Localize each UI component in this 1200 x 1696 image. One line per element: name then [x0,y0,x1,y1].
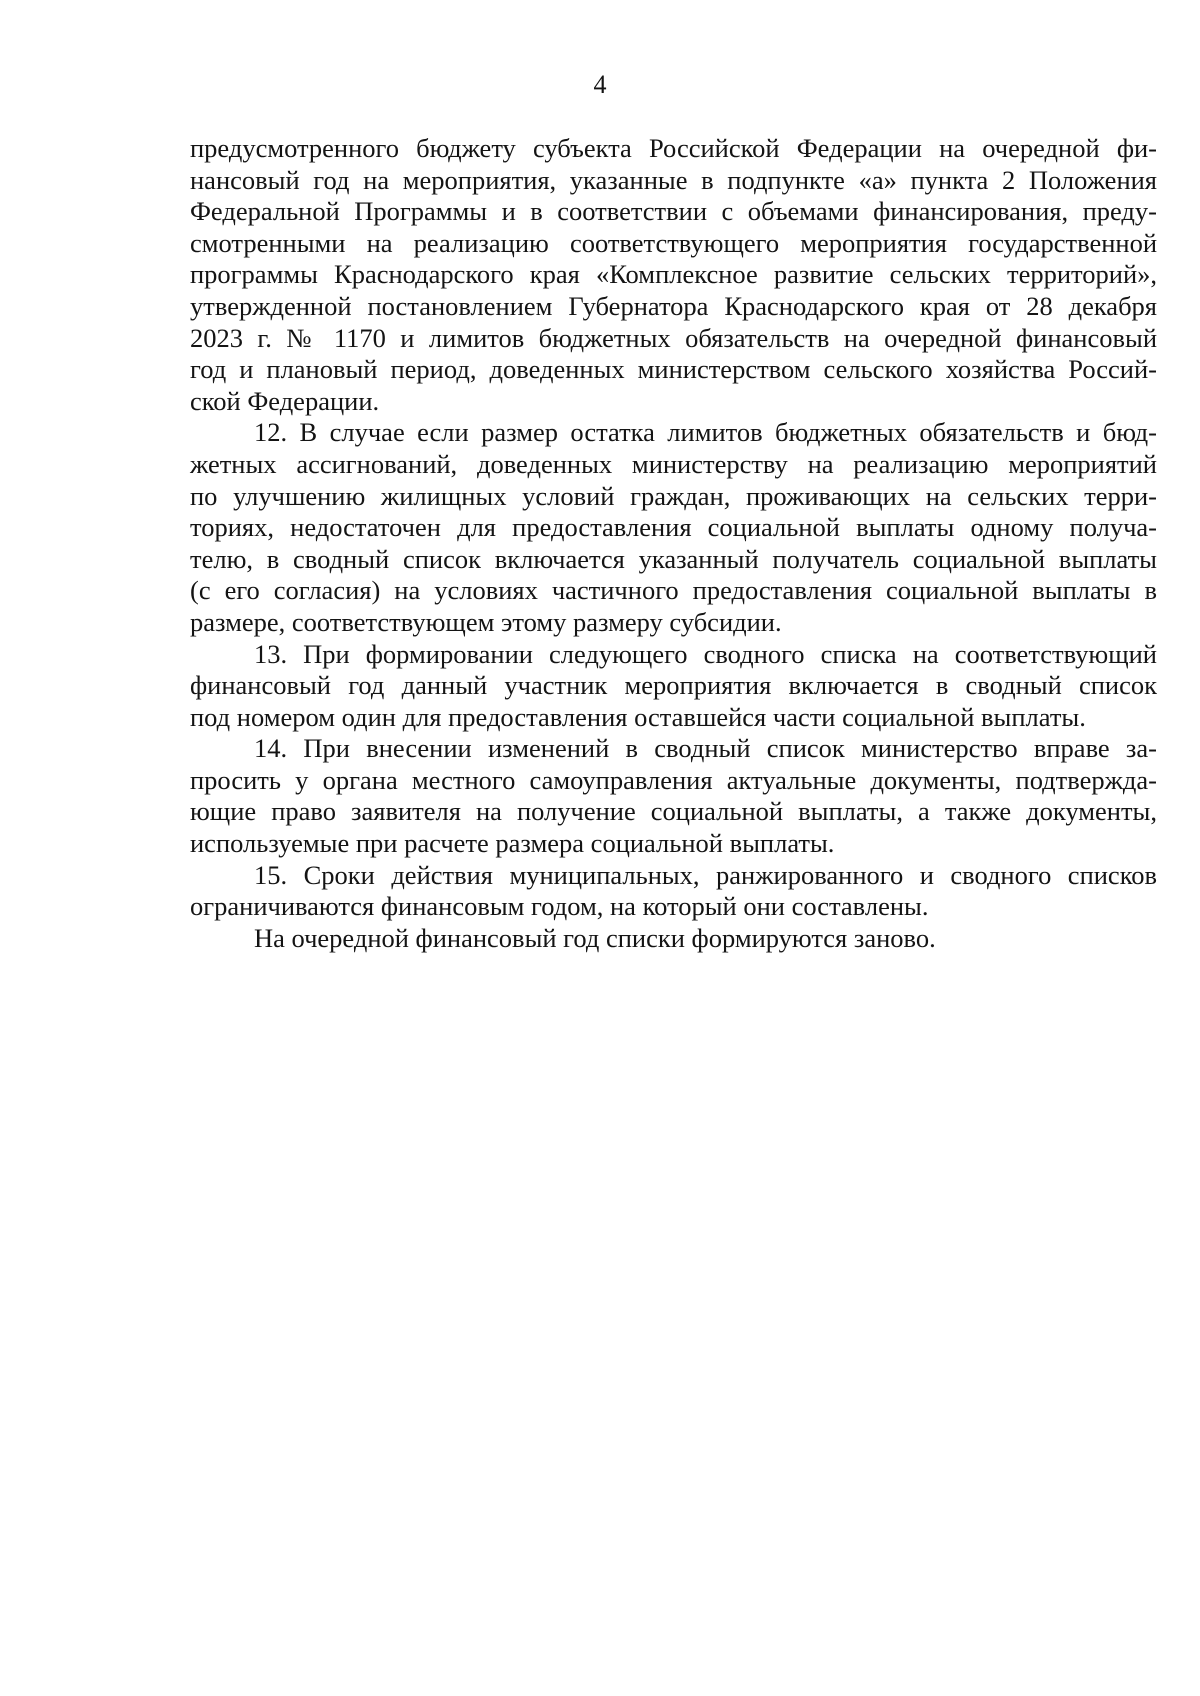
text-line: Федеральной Программы и в соответствии с объемами финансирования, преду- [190,196,1157,227]
text-line: 13. При формировании следующего сводного списка на соответствующий [254,638,1157,669]
text-line: 15. Сроки действия муниципальных, ранжированного и сводного списков [254,859,1157,890]
paragraph-final [190,923,1157,955]
text-line: предусмотренного бюджету субъекта Российской Федерации на очередной фи- [190,133,1157,163]
paragraph-continuation [190,133,1157,417]
text-line: 2023 г. № 1170 и лимитов бюджетных обязательств на очередной финансовый [190,322,1157,353]
document-body [190,133,1157,954]
paragraph-13 [190,639,1157,734]
text-line: размере, соответствующем этому размеру субсидии. [190,606,782,637]
text-line: по улучшению жилищных условий граждан, проживающих на сельских терри- [190,480,1157,511]
text-line: ющие право заявителя на получение социальной выплаты, а также документы, [190,796,1157,827]
text-line: На очередной финансовый год списки формируются заново. [254,922,936,953]
text-line: просить у органа местного самоуправления актуальные документы, подтвержда- [190,764,1157,795]
text-line: (с его согласия) на условиях частичного предоставления социальной выплаты в [190,575,1157,606]
text-line: программы Краснодарского края «Комплексное развитие сельских территорий», [190,259,1157,290]
page-number: 4 [593,70,607,99]
text-line: ограничиваются финансовым годом, на который они составлены. [190,891,929,922]
text-line: жетных ассигнований, доведенных министерству на реализацию мероприятий [190,448,1157,479]
paragraph-12 [190,417,1157,638]
text-line: смотренными на реализацию соответствующего мероприятия государственной [190,227,1157,258]
paragraph-15 [190,860,1157,923]
text-line: ториях, недостаточен для предоставления социальной выплаты одному получа- [190,512,1157,543]
text-line: под номером один для предоставления оставшейся части социальной выплаты. [190,701,1086,732]
text-line: 12. В случае если размер остатка лимитов бюджетных обязательств и бюд- [254,417,1157,448]
text-line: финансовый год данный участник мероприятия включается в сводный список [190,670,1157,701]
text-line: ской Федерации. [190,385,380,416]
text-line: телю, в сводный список включается указанный получатель социальной выплаты [190,543,1157,574]
text-line: используемые при расчете размера социальной выплаты. [190,828,835,859]
text-line: нансовый год на мероприятия, указанные в подпункте «а» пункта 2 Положения [190,164,1157,195]
text-line: 14. При внесении изменений в сводный список министерство вправе за- [254,733,1157,764]
paragraph-14 [190,733,1157,859]
text-line: год и плановый период, доведенных министерством сельского хозяйства Россий- [190,354,1157,385]
text-line: утвержденной постановлением Губернатора Краснодарского края от 28 декабря [190,290,1157,321]
